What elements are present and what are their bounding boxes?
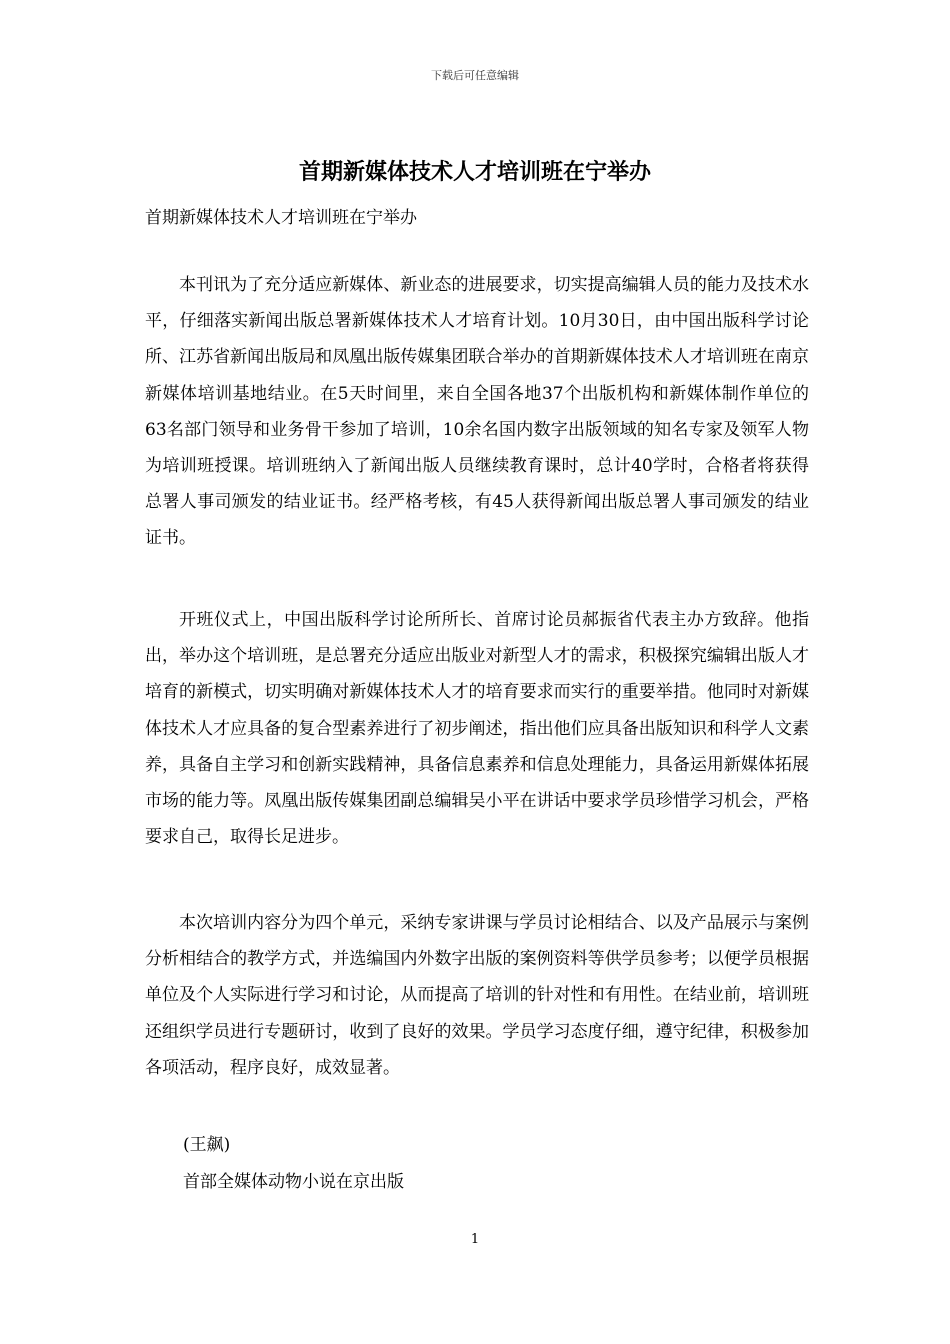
author-credit: (王飙) (183, 1135, 231, 1155)
document-title: 首期新媒体技术人才培训班在宁举办 (298, 159, 651, 185)
document-subtitle: 首期新媒体技术人才培训班在宁举办 (145, 208, 417, 228)
body-paragraph: 开班仪式上，中国出版科学讨论所所长、首席讨论员郝振省代表主办方致辞。他指出，举办这个培训班，是总署充分适应出版业对新型人才的需求，积极探究编辑出版人才培育的新模式，切实明确对新媒体技术人才的培育要求而实行的重要举措。他同时对新媒体技术人才应具备的复合型素养进行了初步阐述，指出他们应具备出版知识和科学人文素养，具备自主学习和创新实践精神，具备信息素养和信息处理能力，具备运用新媒体拓展市场的能力等。凤凰出版传媒集团副总编辑吴小平在讲话中要求学员珍惜学习机会，严格要求自己，取得长足进步。 (145, 610, 809, 848)
body-paragraph: 本次培训内容分为四个单元，采纳专家讲课与学员讨论相结合、以及产品展示与案例分析相结合的教学方式，并选编国内外数字出版的案例资料等供学员参考；以便学员根据单位及个人实际进行学习和讨论，从而提高了培训的针对性和有用性。在结业前，培训班还组织学员进行专题研讨，收到了良好的效果。学员学习态度仔细，遵守纪律，积极参加各项活动，程序良好，成效显著。 (145, 913, 809, 1078)
next-article-title: 首部全媒体动物小说在京出版 (183, 1172, 404, 1192)
body-paragraph: 本刊讯为了充分适应新媒体、新业态的进展要求，切实提高编辑人员的能力及技术水平，仔细落实新闻出版总署新媒体技术人才培育计划。10月30日，由中国出版科学讨论所、江苏省新闻出版局和凤凰出版传媒集团联合举办的首期新媒体技术人才培训班在南京新媒体培训基地结业。在5天时间里，来自全国各地37个出版机构和新媒体制作单位的63名部门领导和业务骨干参加了培训，10余名国内数字出版领域的知名专家及领军人物为培训班授课。培训班纳入了新闻出版人员继续教育课时，总计40学时，合格者将获得总署人事司颁发的结业证书。经严格考核，有45人获得新闻出版总署人事司颁发的结业证书。 (145, 275, 809, 549)
header-note: 下载后可任意编辑 (431, 69, 519, 82)
page-number: 1 (470, 1232, 480, 1247)
